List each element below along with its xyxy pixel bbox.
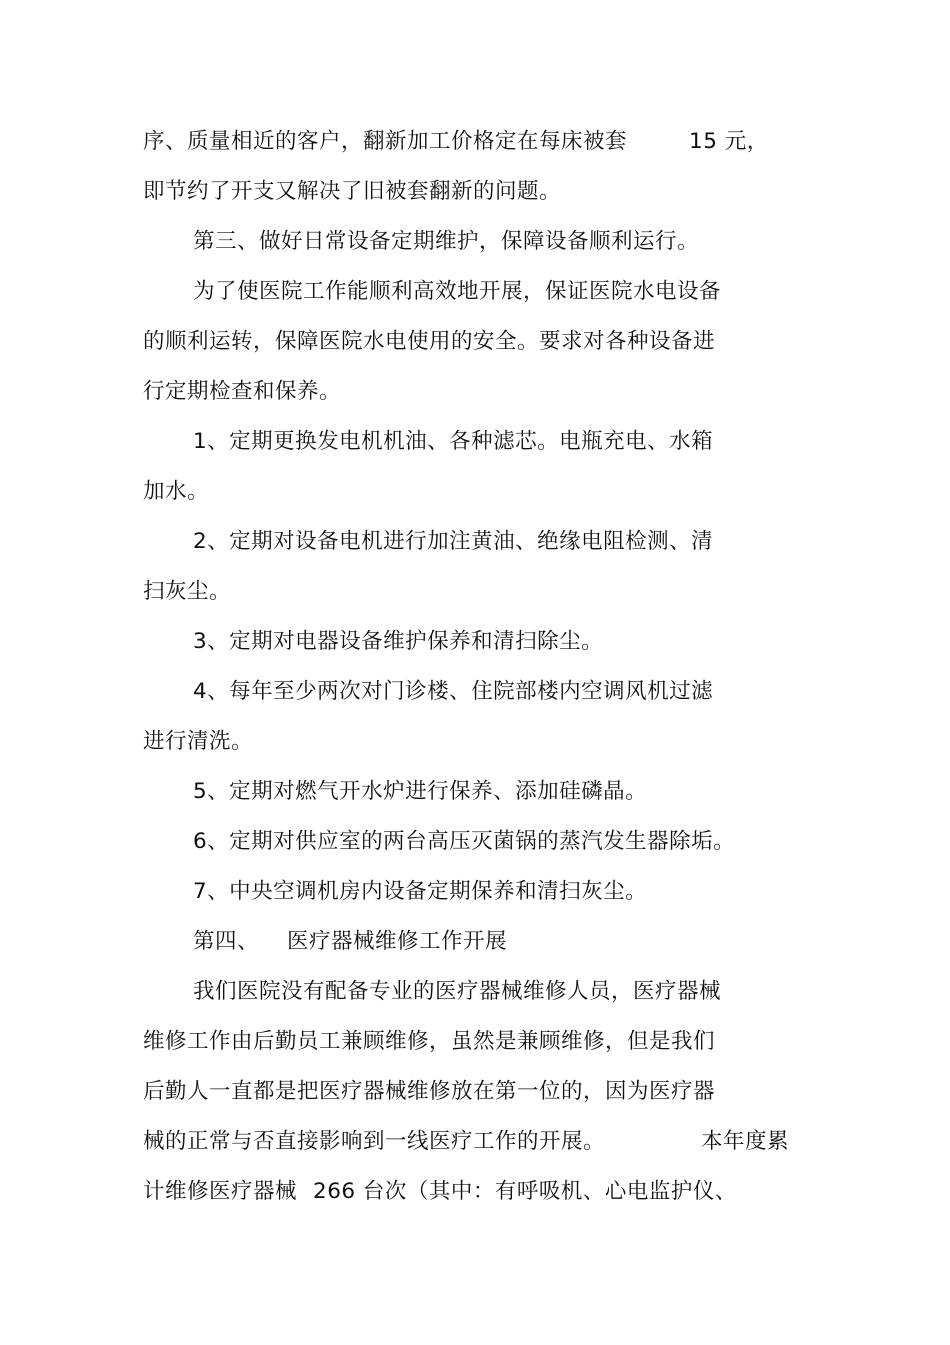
text-segment: 266 台次（其中：有呼吸机、心电监护仪、 (313, 1179, 737, 1204)
text-segment: 第四、 (193, 929, 260, 954)
list-item (193, 627, 603, 657)
text-segment: 序、质量相近的客户，翻新加工价格定在每床被套 (143, 129, 628, 154)
text-segment: 3、定期对电器设备维护保养和清扫除尘。 (193, 629, 604, 654)
text-line (143, 1127, 789, 1157)
text-segment: 扫灰尘。 (143, 579, 232, 604)
text-segment: 行定期检查和保养。 (143, 379, 342, 404)
text-line (143, 127, 769, 157)
text-segment: 的顺利运转，保障医院水电使用的安全。要求对各种设备进 (143, 329, 716, 354)
text-line (143, 577, 231, 607)
section-heading (193, 227, 699, 257)
text-line (143, 1077, 715, 1107)
text-segment: 后勤人一直都是把医疗器械维修放在第一位的，因为医疗器 (143, 1079, 716, 1104)
text-segment: 7、中央空调机房内设备定期保养和清扫灰尘。 (193, 879, 648, 904)
text-segment: 6、定期对供应室的两台高压灭菌锅的蒸汽发生器除垢。 (193, 829, 736, 854)
text-segment: 加水。 (143, 479, 210, 504)
text-line (193, 977, 721, 1007)
text-segment: 医疗器械维修工作开展 (287, 929, 508, 954)
text-segment: 为了使医院工作能顺利高效地开展，保证医院水电设备 (193, 279, 722, 304)
list-item (193, 777, 647, 807)
list-item (193, 427, 713, 457)
text-segment: 进行清洗。 (143, 729, 254, 754)
text-line (193, 277, 721, 307)
text-line (143, 1027, 715, 1057)
text-segment: 维修工作由后勤员工兼顾维修，虽然是兼顾维修，但是我们 (143, 1029, 716, 1054)
text-segment: 第三、做好日常设备定期维护，保障设备顺利运行。 (193, 229, 700, 254)
text-segment: 5、定期对燃气开水炉进行保养、添加硅磷晶。 (193, 779, 648, 804)
text-segment: 2、定期对设备电机进行加注黄油、绝缘电阻检测、清 (193, 529, 714, 554)
list-item (193, 877, 647, 907)
text-line (143, 177, 561, 207)
text-line (143, 377, 341, 407)
text-segment: 本年度累 (701, 1129, 790, 1154)
text-segment: 4、每年至少两次对门诊楼、住院部楼内空调风机过滤 (193, 679, 714, 704)
text-segment: 15 元， (689, 129, 769, 154)
list-item (193, 677, 713, 707)
section-heading (193, 927, 507, 957)
list-item (193, 827, 735, 857)
text-line (143, 327, 715, 357)
text-segment: 我们医院没有配备专业的医疗器械维修人员，医疗器械 (193, 979, 722, 1004)
text-segment: 1、定期更换发电机机油、各种滤芯。电瓶充电、水箱 (193, 429, 714, 454)
list-item (193, 527, 713, 557)
text-line (143, 477, 209, 507)
text-segment: 械的正常与否直接影响到一线医疗工作的开展。 (143, 1129, 606, 1154)
text-segment: 即节约了开支又解决了旧被套翻新的问题。 (143, 179, 562, 204)
text-segment: 计维修医疗器械 (143, 1179, 298, 1204)
text-line (143, 1177, 737, 1207)
text-line (143, 727, 253, 757)
